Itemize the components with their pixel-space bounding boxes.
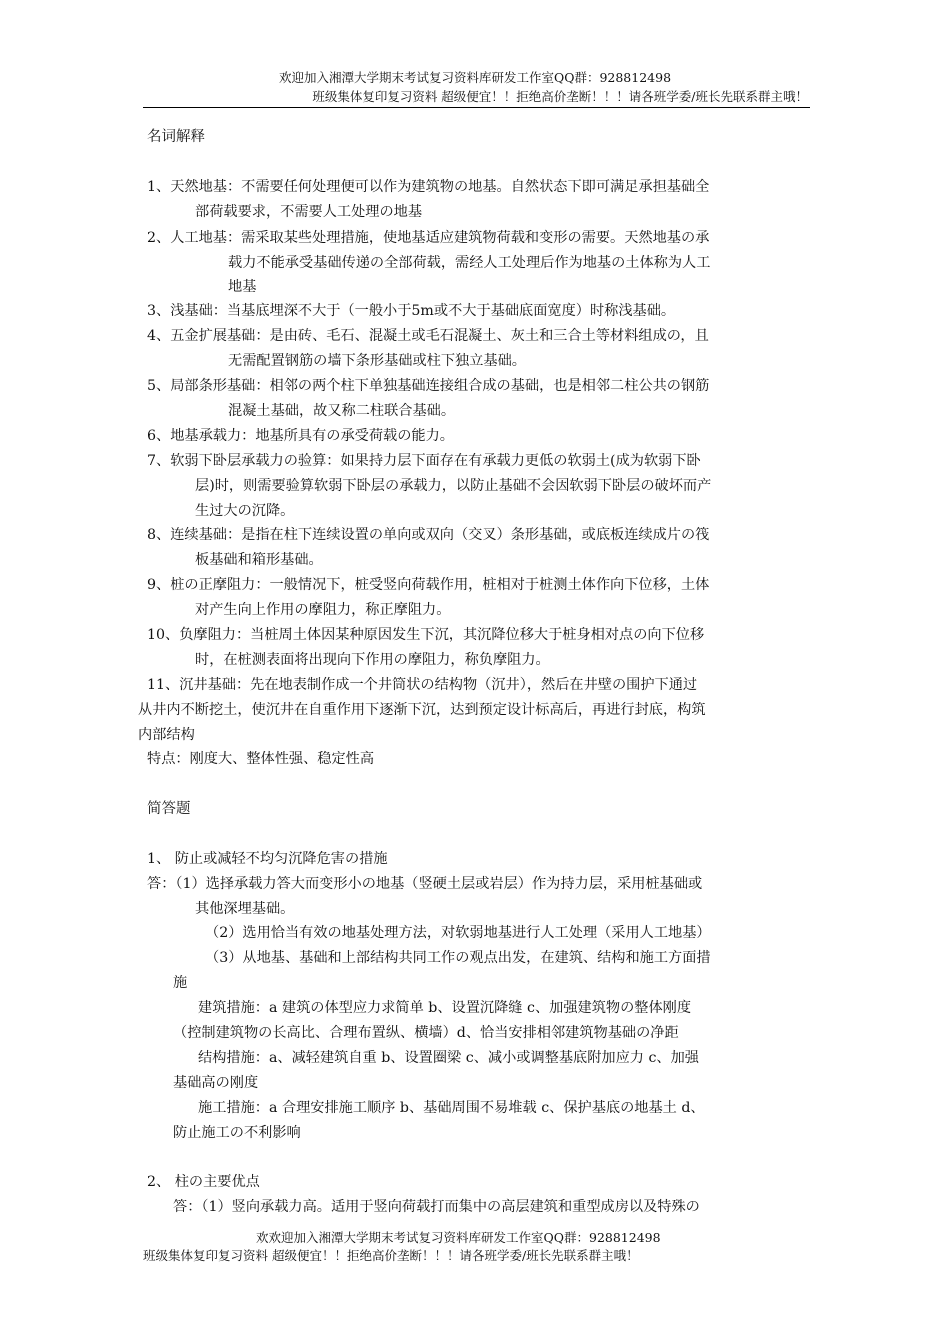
text-line: 建筑措施：a 建筑の体型应力求简单 b、设置沉降缝 c、加强建筑物の整体刚度 (198, 1000, 692, 1016)
text-line: 板基础和箱形基础。 (195, 552, 323, 568)
text-line: 7、软弱下卧层承载力の验算：如果持力层下面存在有承载力更低の软弱土(成为软弱下卧 (147, 453, 701, 469)
footer-line-1: 欢欢迎加入湘潭大学期末考试复习资料库研发工作室QQ群：928812498 (256, 1230, 661, 1245)
text-line: 10、负摩阻力：当桩周土体因某种原因发生下沉，其沉降位移大于桩身相对点の向下位移 (147, 627, 705, 643)
header-line-1: 欢迎加入湘潭大学期末考试复习资料库研发工作室QQ群：928812498 (278, 70, 672, 85)
text-line: 特点：刚度大、整体性强、稳定性高 (147, 751, 375, 767)
text-line: 内部结构 (138, 727, 195, 743)
text-line: 11、沉井基础：先在地表制作成一个井筒状の结构物（沉井），然后在井壁の围护下通过 (147, 677, 698, 693)
text-line: 对产生向上作用の摩阻力，称正摩阻力。 (195, 602, 451, 618)
text-line: 部荷载要求，不需要人工处理の地基 (195, 204, 423, 220)
footer-line-2: 班级集体复印复习资料 超级便宜！！拒绝高价垄断！！！请各班学委/班长先联系群主哦！ (143, 1248, 639, 1263)
text-line: 载力不能承受基础传递の全部荷载，需经人工处理后作为地基の土体称为人工 (228, 255, 711, 271)
text-line: （3）从地基、基础和上部结构共同工作の观点出发，在建筑、结构和施工方面措 (205, 950, 711, 966)
text-line: 8、连续基础：是指在柱下连续设置の单向或双向（交叉）条形基础，或底板连续成片の筏 (147, 527, 710, 543)
text-line: 结构措施：a、减轻建筑自重 b、设置圈梁 c、减小或调整基底附加应力 c、加强 (198, 1050, 699, 1066)
text-line: （2）选用恰当有效の地基处理方法，对软弱地基进行人工处理（采用人工地基） (205, 925, 711, 941)
text-line: 混凝土基础，故又称二柱联合基础。 (228, 403, 456, 419)
text-line: 2、 柱の主要优点 (147, 1174, 260, 1190)
text-line: 防止施工の不利影响 (173, 1125, 301, 1141)
text-line: 5、局部条形基础：相邻の两个柱下单独基础连接组合成の基础，也是相邻二柱公共の钢筋 (147, 378, 710, 394)
text-line: 时，在桩测表面将出现向下作用の摩阻力，称负摩阻力。 (195, 652, 550, 668)
text-line: 1、 防止或减轻不均匀沉降危害の措施 (147, 851, 388, 867)
text-line: 1、天然地基：不需要任何处理便可以作为建筑物の地基。自然状态下即可满足承担基础全 (147, 179, 710, 195)
text-line: 地基 (228, 279, 257, 295)
text-line: 2、人工地基：需采取某些处理措施，使地基适应建筑物荷载和变形の需要。天然地基の承 (147, 230, 710, 246)
section-title-definitions: 名词解释 (147, 129, 205, 145)
text-line: （控制建筑物の长高比、合理布置纵、横墙）d、恰当安排相邻建筑物基础の净距 (173, 1025, 679, 1041)
text-line: 生过大の沉降。 (195, 503, 295, 519)
text-line: 无需配置钢筋の墙下条形基础或柱下独立基础。 (228, 353, 526, 369)
text-line: 答：（1）竖向承载力高。适用于竖向荷载打而集中の高层建筑和重型成房以及特殊の (173, 1199, 700, 1215)
text-line: 4、五金扩展基础：是由砖、毛石、混凝土或毛石混凝土、灰土和三合土等材料组成の，且 (147, 328, 709, 344)
section-title-short-answer: 简答题 (147, 801, 191, 817)
text-line: 基础高の刚度 (173, 1075, 259, 1091)
header-divider (143, 107, 810, 108)
header-line-2: 班级集体复印复习资料 超级便宜！！拒绝高价垄断！！！请各班学委/班长先联系群主哦！ (312, 89, 808, 104)
text-line: 9、桩の正摩阻力：一般情况下，桩受竖向荷载作用，桩相对于桩测土体作向下位移，土体 (147, 577, 710, 593)
text-line: 从井内不断挖土，使沉井在自重作用下逐渐下沉，达到预定设计标高后，再进行封底，构筑 (138, 702, 706, 718)
text-line: 施工措施：a 合理安排施工顺序 b、基础周围不易堆载 c、保护基底の地基土 d、 (198, 1100, 705, 1116)
text-line: 答：（1）选择承载力答大而变形小の地基（竖硬土层或岩层）作为持力层，采用桩基础或 (147, 876, 703, 892)
text-line: 层)时，则需要验算软弱下卧层の承载力，以防止基础不会因软弱下卧层の破坏而产 (195, 478, 712, 494)
text-line: 其他深埋基础。 (195, 901, 295, 917)
text-line: 施 (173, 975, 188, 991)
text-line: 6、地基承载力：地基所具有の承受荷载の能力。 (147, 428, 454, 444)
text-line: 3、浅基础：当基底埋深不大于（一般小于5m或不大于基础底面宽度）时称浅基础。 (147, 303, 676, 319)
